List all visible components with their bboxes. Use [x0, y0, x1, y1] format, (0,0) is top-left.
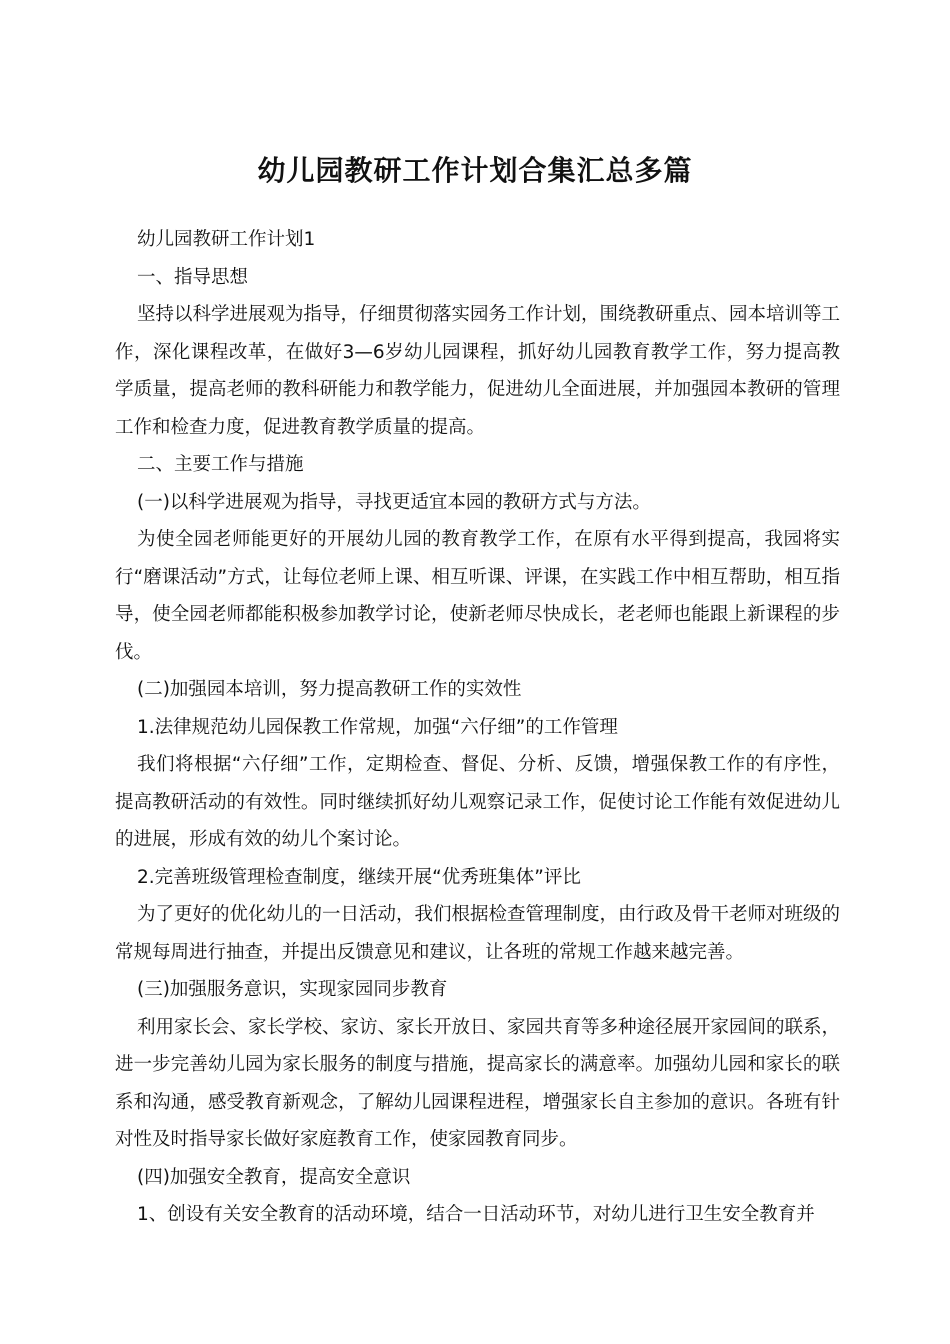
body-paragraph: 1、创设有关安全教育的活动环境，结合一日活动环节，对幼儿进行卫生安全教育并 [137, 1204, 815, 1225]
subsection-heading: 二、主要工作与措施 [137, 454, 304, 475]
body-paragraph: 为使全园老师能更好的开展幼儿园的教育教学工作，在原有水平得到提高，我园将实行“磨课活动”方式，让每位老师上课、相互听课、评课，在实践工作中相互帮助，相互指导，使全园老师都能积极参加教学讨论，使新老师尽快成长，老老师也能跟上新课程的步伐。 [115, 529, 840, 663]
subsection-heading: 一、指导思想 [137, 266, 249, 288]
section-heading: 幼儿园教研工作计划1 [137, 229, 316, 250]
subsection-heading: (二)加强园本培训，努力提高教研工作的实效性 [137, 679, 522, 700]
body-paragraph: 坚持以科学进展观为指导，仔细贯彻落实园务工作计划，围绕教研重点、园本培训等工作，深化课程改革，在做好3—6岁幼儿园课程，抓好幼儿园教育教学工作，努力提高教学质量，提高老师的教科研能力和教学能力，促进幼儿全面进展，并加强园本教研的管理工作和检查力度，促进教育教学质量的提高。 [115, 304, 841, 438]
document-body [115, 221, 840, 1234]
body-paragraph: 利用家长会、家长学校、家访、家长开放日、家园共育等多种途径展开家园间的联系，进一步完善幼儿园为家长服务的制度与措施，提高家长的满意率。加强幼儿园和家长的联系和沟通，感受教育新观念，了解幼儿园课程进程，增强家长自主参加的意识。各班有针对性及时指导家长做好家庭教育工作，使家园教育同步。 [115, 1016, 841, 1150]
subsection-heading: (三)加强服务意识，实现家园同步教育 [137, 979, 448, 1000]
list-item-heading: 2.完善班级管理检查制度，继续开展“优秀班集体”评比 [137, 866, 581, 888]
body-paragraph: 我们将根据“六仔细”工作，定期检查、督促、分析、反馈，增强保教工作的有序性，提高教研活动的有效性。同时继续抓好幼儿观察记录工作，促使讨论工作能有效促进幼儿的进展，形成有效的幼儿个案讨论。 [115, 754, 840, 850]
list-item-heading: 1.法律规范幼儿园保教工作常规，加强“六仔细”的工作管理 [137, 716, 618, 738]
subsection-heading: (四)加强安全教育，提高安全意识 [137, 1166, 411, 1188]
document-title: 幼儿园教研工作计划合集汇总多篇 [257, 153, 693, 187]
body-paragraph: 为了更好的优化幼儿的一日活动，我们根据检查管理制度，由行政及骨干老师对班级的常规每周进行抽查，并提出反馈意见和建议，让各班的常规工作越来越完善。 [115, 904, 841, 963]
subsection-heading: (一)以科学进展观为指导，寻找更适宜本园的教研方式与方法。 [137, 491, 651, 513]
